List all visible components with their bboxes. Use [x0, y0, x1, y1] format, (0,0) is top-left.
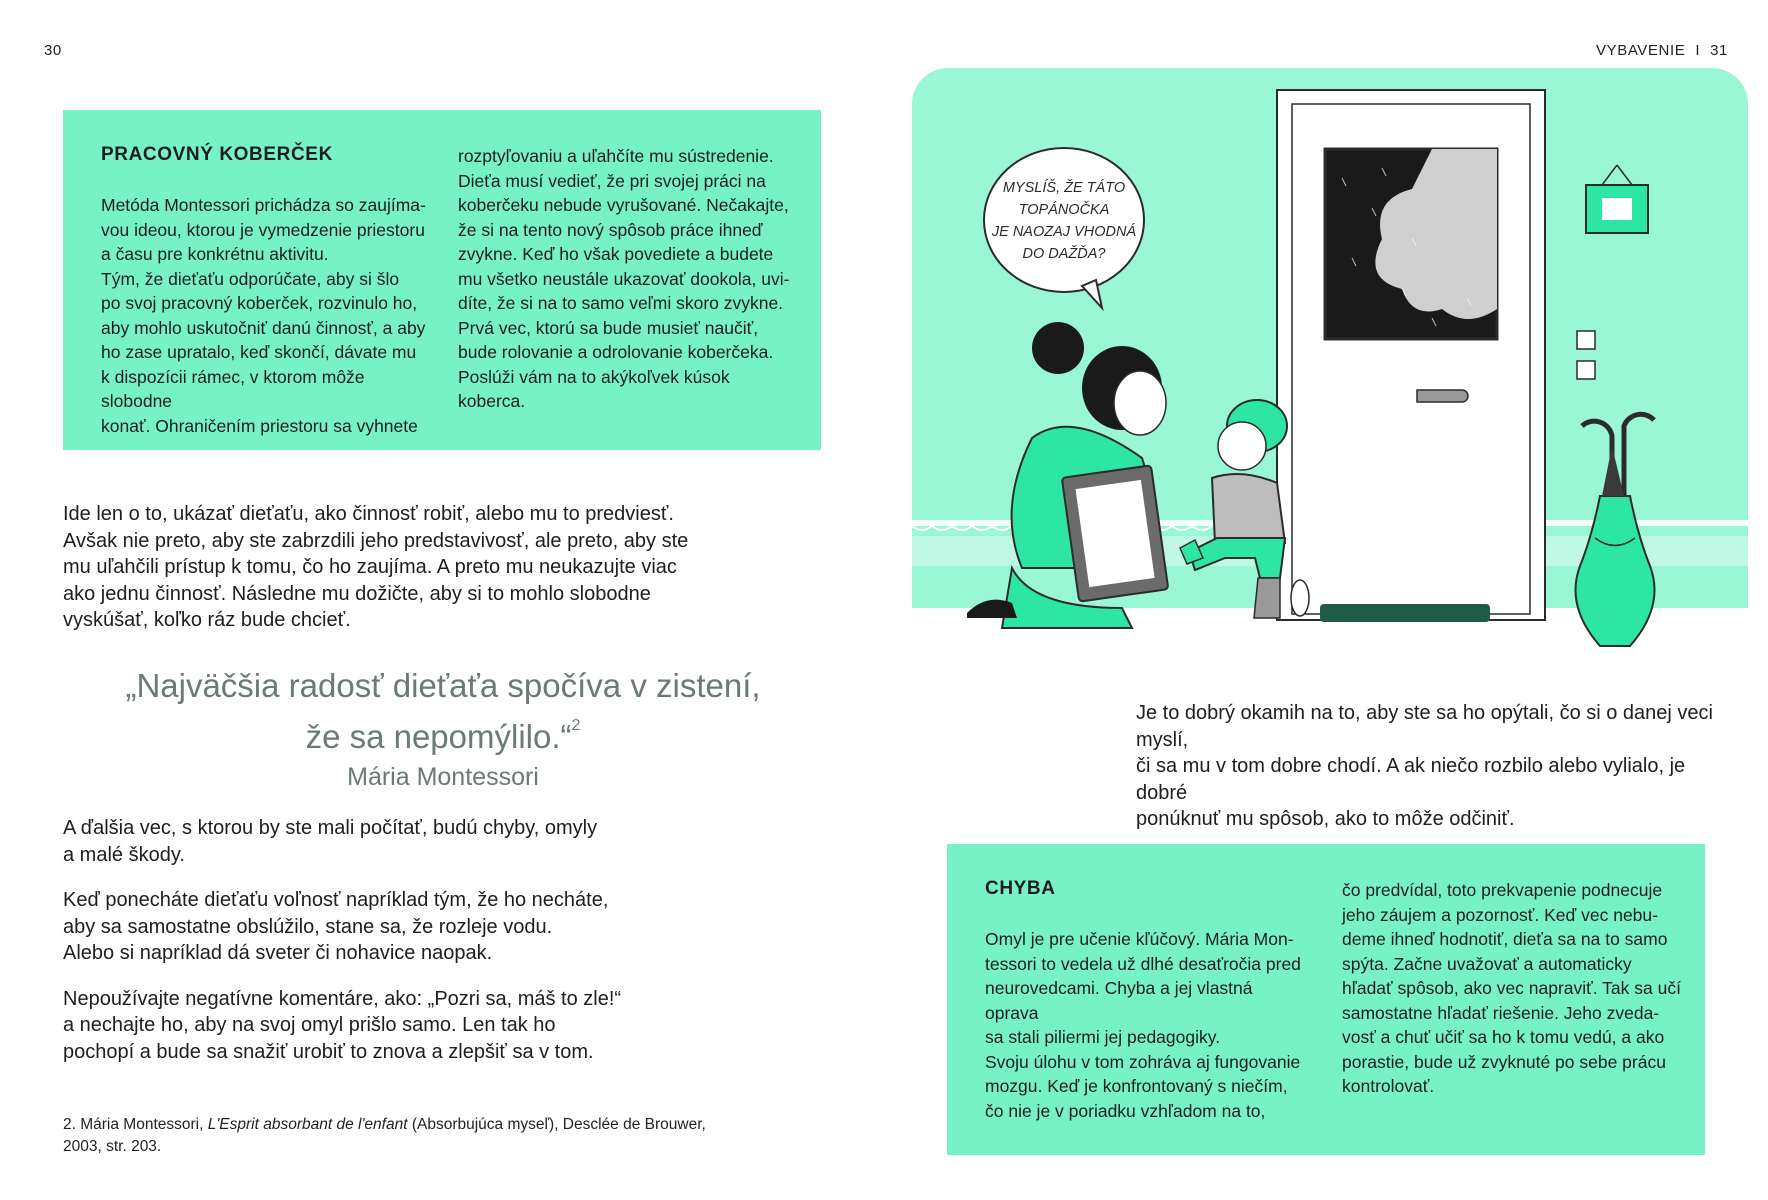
- text-line: ho zase upratalo, keď skončí, dávate mu: [101, 342, 417, 362]
- mirror-glass: [1076, 480, 1155, 587]
- text-line: kontrolovať.: [1342, 1076, 1435, 1096]
- text-line: pochopí a bude sa snažiť urobiť to znova a zlepšiť sa v tom.: [63, 1040, 594, 1063]
- page-number-left: 30: [44, 42, 62, 59]
- text-line: mu uľahčili prístup k tomu, čo ho zaujíma. A preto mu neukazujte viac: [63, 556, 677, 578]
- quote-line-2: [63, 706, 823, 757]
- pull-quote: [63, 666, 823, 795]
- child-face: [1218, 422, 1266, 470]
- page-number-right: 31: [1710, 42, 1728, 59]
- paragraph: [63, 815, 763, 868]
- child-shirt: [1212, 474, 1285, 543]
- woman-shoe: [967, 600, 1017, 618]
- text-line: vosť a chuť učiť sa ho k tomu vedú, a ako: [1342, 1027, 1665, 1047]
- text-line: koberca.: [458, 391, 526, 411]
- box-column-right: [1342, 878, 1682, 1099]
- text-line: ako jednu činnosť. Následne mu dožičte, aby si to mohlo slobodne: [63, 582, 651, 605]
- box-title: CHYBA: [985, 878, 1056, 899]
- text-line: jeho záujem a pozornosť. Keď vec nebu-: [1342, 904, 1658, 925]
- quote-author: Mária Montessori: [347, 763, 539, 791]
- illustration: [912, 68, 1748, 654]
- text-line: Prvá vec, ktorú sa bude musieť naučiť,: [458, 317, 759, 338]
- text-line: vou ideou, ktorou je vymedzenie priestoru: [101, 219, 425, 240]
- wall-picture-inner: [1602, 198, 1632, 220]
- text-line: aby mohlo uskutočniť danú činnosť, a aby: [101, 317, 426, 338]
- text-line: porastie, bude už zvyknuté po sebe prácu: [1342, 1051, 1666, 1072]
- text-line: neurovedcami. Chyba a jej vlastná oprava: [985, 978, 1253, 1023]
- illustration-scene: [912, 68, 1748, 654]
- toy-bunny: [1291, 580, 1309, 616]
- text-line: A ďalšia vec, s ktorou by ste mali počítať, budú chyby, omyly: [63, 817, 598, 839]
- hair-bun: [1032, 322, 1084, 374]
- text-line: čo nie je v poriadku vzhľadom na to,: [985, 1100, 1266, 1121]
- text-line: aby sa samostatne obslúžilo, stane sa, že rozleje vodu.: [63, 915, 553, 938]
- paragraph: [63, 887, 763, 967]
- light-switch: [1577, 331, 1595, 349]
- door-handle: [1417, 390, 1468, 402]
- text-line: ponúknuť mu spôsob, ako to môže odčiniť.: [1136, 808, 1515, 830]
- text-line: Metóda Montessori prichádza so zaujíma-: [101, 195, 426, 215]
- text-line: Svoju úlohu v tom zohráva aj fungovanie: [985, 1051, 1301, 1072]
- box-title: PRACOVNÝ KOBERČEK: [101, 144, 333, 165]
- text-line: koberčeku nebude vyrušované. Nečakajte,: [458, 195, 789, 215]
- text-line: spýta. Začne uvažovať a automaticky: [1342, 953, 1632, 974]
- door-mat: [1320, 604, 1490, 622]
- paragraph-right: [1136, 700, 1736, 833]
- quote-line-2-text: že sa nepomýlilo.“: [305, 718, 572, 755]
- text-line: konať. Ohraničením priestoru sa vyhnete: [101, 415, 418, 436]
- speech-line: MYSLÍŠ, ŽE TÁTO: [1002, 180, 1126, 196]
- speech-line: TOPÁNOČKA: [1018, 202, 1110, 218]
- text-line: po svoj pracovný koberček, rozvinulo ho,: [101, 293, 418, 313]
- text-line: a malé škody.: [63, 843, 185, 866]
- text-line: sa stali piliermi jej pedagogiky.: [985, 1027, 1221, 1047]
- paragraphs-errors: [63, 815, 763, 1079]
- paragraph-intro: [63, 501, 763, 634]
- text-line: a nechajte ho, aby na svoj omyl prišlo samo. Len tak ho: [63, 1014, 556, 1036]
- woman-face: [1114, 371, 1166, 435]
- text-line: mozgu. Keď je konfrontovaný s niečím,: [985, 1076, 1288, 1096]
- footnote-suffix: (Absorbujúca myseľ), Desclée de Brouwer,: [407, 1116, 706, 1133]
- text-line: Je to dobrý okamih na to, aby ste sa ho opýtali, čo si o danej veci myslí,: [1136, 702, 1713, 751]
- text-line: Avšak nie preto, aby ste zabrzdili jeho predstavivosť, ale preto, aby ste: [63, 529, 689, 552]
- text-line: Ide len o to, ukázať dieťaťu, ako činnosť robiť, alebo mu to predviesť.: [63, 503, 674, 525]
- text-line: Keď ponecháte dieťaťu voľnosť napríklad tým, že ho necháte,: [63, 889, 609, 911]
- text-line: Poslúži vám na to akýkoľvek kúsok: [458, 366, 730, 387]
- text-line: čo predvídal, toto prekvapenie podnecuje: [1342, 880, 1663, 900]
- text-line: díte, že si na to samo veľmi skoro zvykne.: [458, 293, 784, 313]
- text-line: mu všetko neustále ukazovať dookola, uvi-: [458, 268, 790, 289]
- text-line: Omyl je pre učenie kľúčový. Mária Mon-: [985, 929, 1294, 949]
- section-title: VYBAVENIE: [1596, 42, 1686, 59]
- text-line: a času pre konkrétnu aktivitu.: [101, 244, 329, 264]
- box-column-left: [985, 927, 1305, 1123]
- frame-string: [1602, 165, 1617, 185]
- text-line: Dieťa musí vedieť, že pri svojej práci na: [458, 170, 766, 191]
- text-line: Alebo si napríklad dá sveter či nohavice naopak.: [63, 942, 493, 964]
- footnote: [63, 1114, 763, 1158]
- text-line: vyskúšať, koľko ráz bude chcieť.: [63, 609, 351, 631]
- quote-line-1: „Najväčšia radosť dieťaťa spočíva v zistení,: [125, 667, 761, 704]
- speech-line: JE NAOZAJ VHODNÁ: [991, 224, 1137, 240]
- info-box-chyba: [947, 844, 1705, 1155]
- box-column-left: [101, 193, 431, 438]
- footnote-ref: 2: [571, 717, 581, 734]
- paragraph: [63, 986, 763, 1066]
- light-switch: [1577, 361, 1595, 379]
- text-line: samostatne hľadať riešenie. Jeho zveda-: [1342, 1002, 1660, 1023]
- rain-boot: [1254, 578, 1280, 618]
- text-line: či sa mu v tom dobre chodí. A ak niečo rozbilo alebo vylialo, je dobré: [1136, 755, 1686, 804]
- text-line: Nepoužívajte negatívne komentáre, ako: „Pozri sa, máš to zle!“: [63, 987, 622, 1010]
- text-line: tessori to vedela už dlhé desaťročia pred: [985, 953, 1301, 974]
- text-line: rozptyľovaniu a uľahčíte mu sústredenie.: [458, 146, 774, 166]
- text-line: Tým, že dieťaťu odporúčate, aby si šlo: [101, 268, 400, 289]
- footnote-prefix: 2. Mária Montessori,: [63, 1116, 208, 1133]
- speech-bubble: [984, 148, 1144, 292]
- vase: [1576, 496, 1655, 646]
- info-box-pracovny-kobercek: [63, 110, 821, 450]
- running-header: [1596, 42, 1728, 59]
- text-line: že si na tento nový spôsob práce ihneď: [458, 219, 763, 240]
- text-line: bude rolovanie a odrolovanie koberčeka.: [458, 342, 774, 362]
- speech-line: DO DAŽĎA?: [1022, 246, 1106, 262]
- text-line: k dispozícii rámec, v ktorom môže slobodne: [101, 366, 365, 411]
- header-separator: I: [1695, 42, 1701, 59]
- text-line: hľadať spôsob, ako vec napraviť. Tak sa učí: [1342, 978, 1681, 998]
- text-line: deme ihneď hodnotiť, dieťa sa na to samo: [1342, 929, 1668, 949]
- umbrella-canopy: [1602, 446, 1624, 496]
- text-line: zvykne. Keď ho však povediete a budete: [458, 244, 774, 264]
- box-column-right: [458, 144, 798, 414]
- footnote-line-2: 2003, str. 203.: [63, 1138, 162, 1155]
- umbrella-handle: [1624, 414, 1654, 496]
- footnote-book-title: L'Esprit absorbant de l'enfant: [207, 1116, 408, 1133]
